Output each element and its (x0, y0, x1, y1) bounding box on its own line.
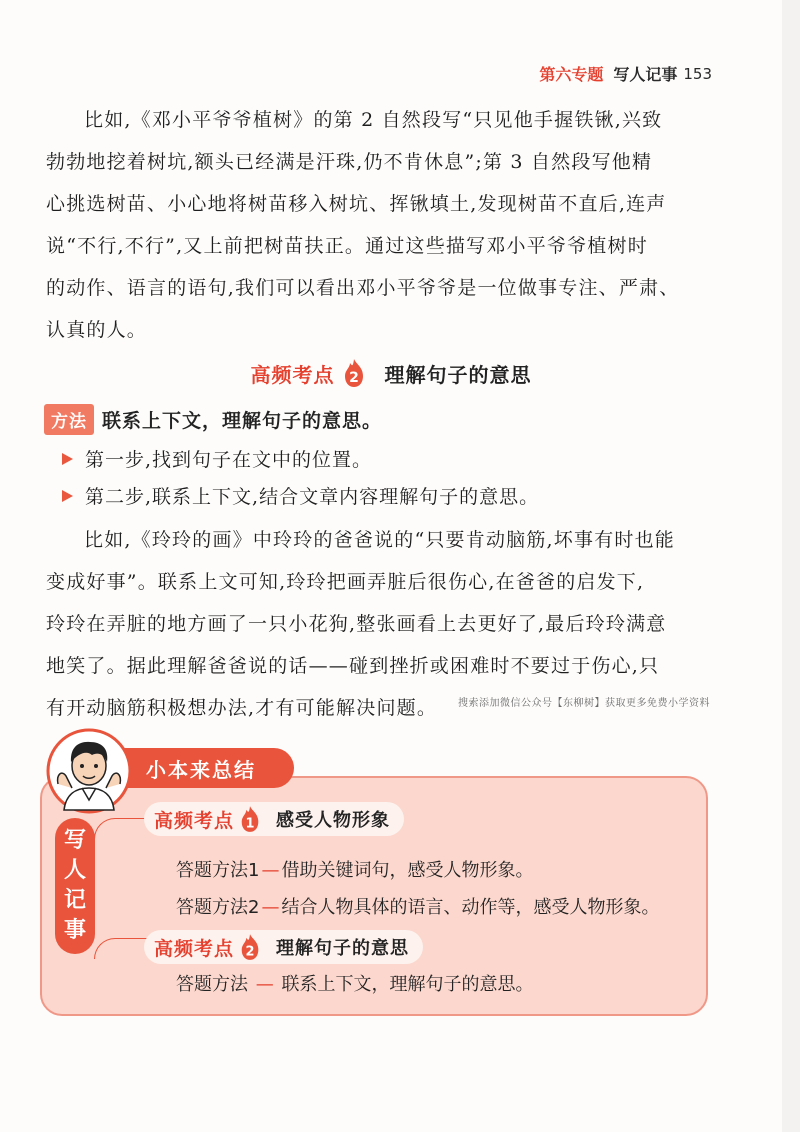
answer-dash: — (250, 974, 280, 995)
paragraph-line: 的动作、语言的语句,我们可以看出邓小平爷爷是一位做事专注、严肃、 (46, 277, 680, 299)
section-kaodian-label: 高频考点 (250, 362, 335, 387)
section-heading (0, 358, 782, 388)
paragraph-line: 玲玲在弄脏的地方画了一只小花狗,整张画看上去更好了,最后玲玲满意 (46, 613, 667, 635)
page-edge-strip (782, 0, 800, 1132)
paragraph-line: 勃勃地挖着树坑,额头已经满是汗珠,仍不肯休息”;第 3 自然段写他精 (46, 151, 653, 173)
answer-method-3 (176, 970, 533, 996)
flame-icon (238, 805, 262, 833)
answer-method-2 (176, 893, 659, 919)
vertical-char: 人 (63, 858, 86, 883)
paragraph-line: 比如,《玲玲的画》中玲玲的爸爸说的“只要肯动脑筋,坏事有时也能 (84, 529, 675, 551)
summary-point-1 (144, 802, 404, 836)
boy-avatar-icon (46, 728, 132, 814)
method-text: 联系上下文，理解句子的意思。 (102, 410, 383, 432)
point-title: 感受人物形象 (276, 810, 391, 831)
header-topic: 第六专题 (539, 65, 604, 84)
section-title: 理解句子的意思 (384, 362, 532, 387)
example-paragraph-1 (46, 99, 714, 351)
answer-text: 联系上下文，理解句子的意思。 (281, 974, 534, 995)
step-text: 第一步,找到句子在文中的位置。 (85, 449, 373, 471)
answer-dash: — (261, 897, 280, 918)
paragraph-line: 有开动脑筋积极想办法,才有可能解决问题。 (46, 697, 438, 719)
point-number: 1 (245, 816, 255, 832)
flame-icon (238, 933, 262, 961)
paragraph-line: 认真的人。 (46, 319, 148, 341)
summary-vertical-label (55, 818, 95, 954)
page-number: 153 (683, 64, 712, 83)
answer-text: 结合人物具体的语言、动作等，感受人物形象。 (281, 897, 660, 918)
step-item (62, 482, 539, 509)
bullet-arrow-icon (62, 453, 73, 465)
method-badge: 方法 (44, 404, 94, 435)
answer-label: 答题方法2 (176, 897, 260, 918)
vertical-char: 写 (63, 828, 86, 853)
paragraph-line: 心挑选树苗、小心地将树苗移入树坑、挥锹填土,发现树苗不直后,连声 (46, 193, 667, 215)
answer-label: 答题方法 (176, 974, 248, 995)
summary-title: 小本来总结 (108, 748, 294, 788)
method-line (44, 404, 382, 435)
vertical-char: 记 (63, 888, 86, 913)
paragraph-line: 比如,《邓小平爷爷植树》的第 2 自然段写“只见他手握铁锹,兴致 (84, 109, 663, 131)
step-text: 第二步,联系上下文,结合文章内容理解句子的意思。 (85, 486, 540, 508)
summary-point-2 (144, 930, 423, 964)
answer-dash: — (261, 860, 280, 881)
watermark-text: 搜索添加微信公众号【东柳树】获取更多免费小学资料 (458, 698, 710, 709)
page-header (539, 62, 712, 85)
point-title: 理解句子的意思 (276, 938, 410, 959)
answer-text: 借助关键词句，感受人物形象。 (281, 860, 534, 881)
step-item (62, 445, 372, 472)
point-number: 2 (245, 944, 255, 960)
point-kaodian-label: 高频考点 (154, 937, 235, 960)
point-kaodian-label: 高频考点 (154, 809, 235, 832)
paragraph-line: 地笑了。据此理解爸爸说的话——碰到挫折或困难时不要过于伤心,只 (46, 655, 660, 677)
vertical-char: 事 (63, 918, 86, 943)
paragraph-line: 说“不行,不行”,又上前把树苗扶正。通过这些描写邓小平爷爷植树时 (46, 235, 648, 257)
paragraph-line: 变成好事”。联系上文可知,玲玲把画弄脏后很伤心,在爸爸的启发下, (46, 571, 645, 593)
answer-label: 答题方法1 (176, 860, 260, 881)
header-title: 写人记事 (613, 65, 678, 84)
section-number: 2 (348, 370, 359, 386)
flame-icon (341, 358, 367, 388)
bullet-arrow-icon (62, 490, 73, 502)
answer-method-1 (176, 856, 533, 882)
